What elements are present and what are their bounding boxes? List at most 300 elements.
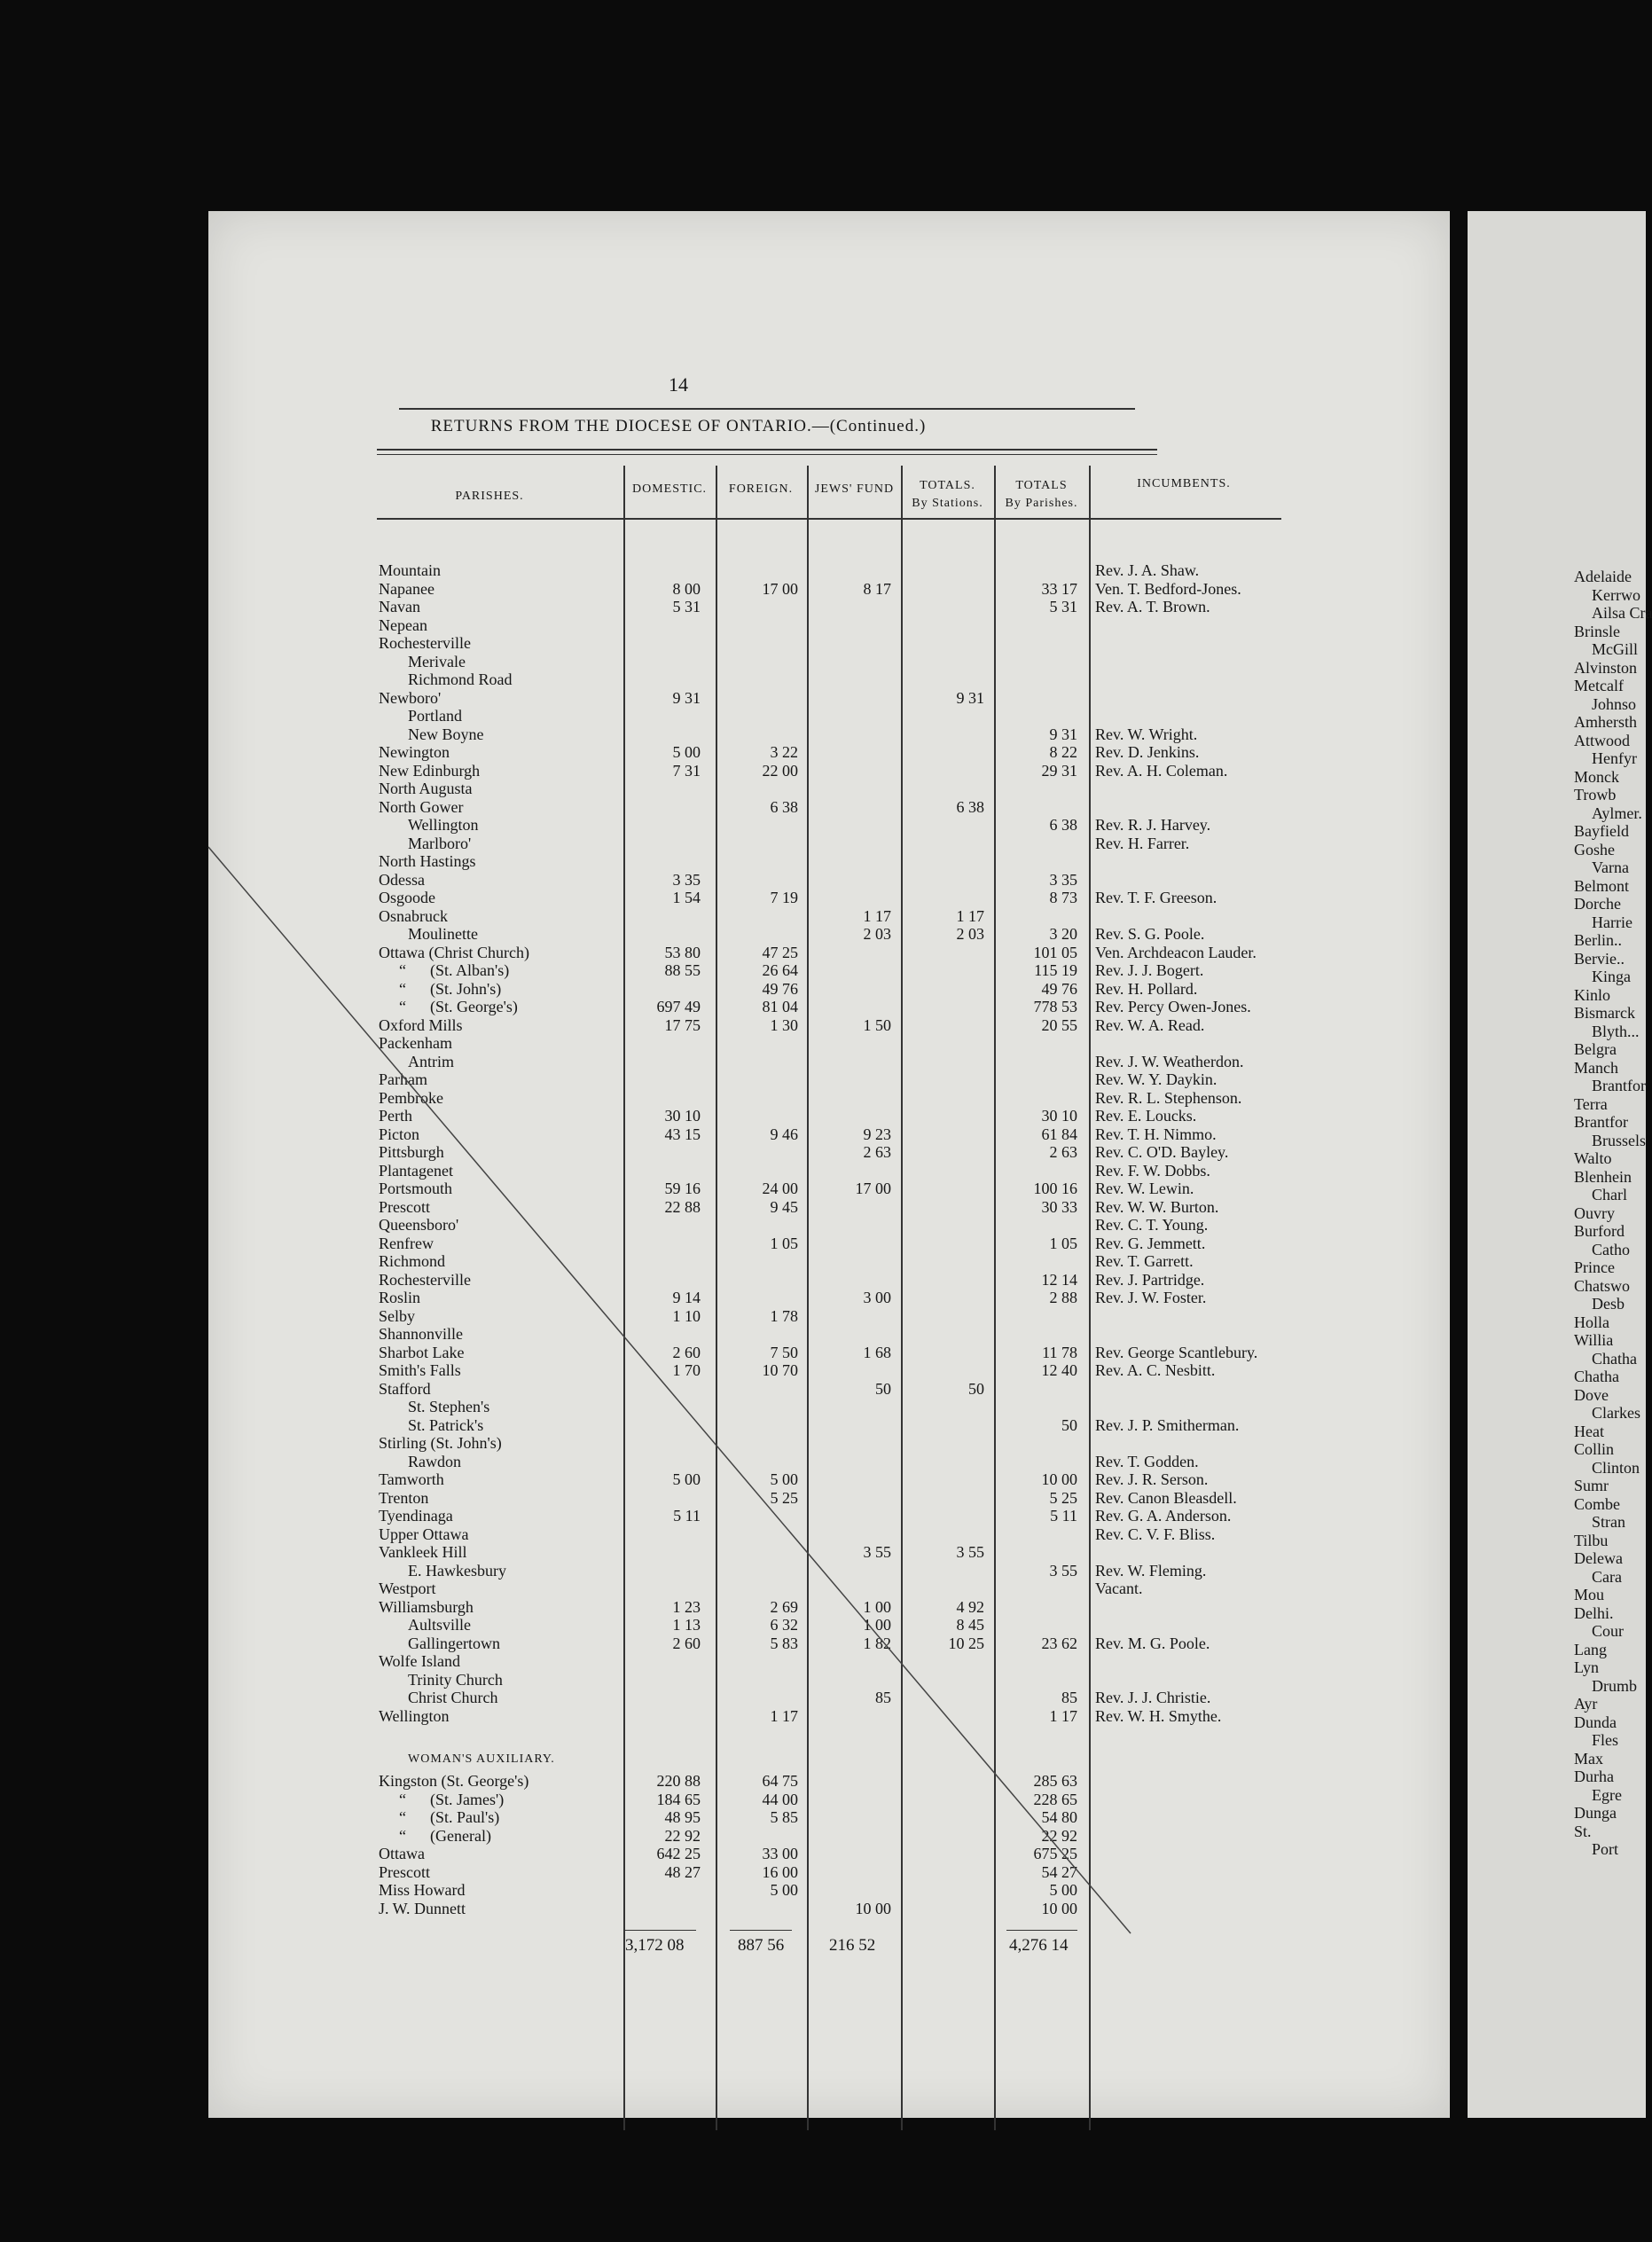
foreign-value: 44 00 [762, 1790, 798, 1808]
foreign-value: 17 00 [762, 579, 798, 598]
parish-name: Gallingertown [408, 1634, 500, 1652]
adjacent-page-text: Brantfor [1592, 1077, 1646, 1094]
adjacent-page-text: Ouvry [1574, 1203, 1615, 1222]
total-foreign: 887 56 [738, 1936, 785, 1955]
totals-by-parishes-value: 8 22 [1049, 743, 1077, 761]
adjacent-page-text: Dorche [1574, 895, 1621, 913]
domestic-value: 43 15 [664, 1125, 701, 1143]
foreign-value: 81 04 [762, 998, 798, 1015]
foreign-value: 10 70 [762, 1361, 798, 1379]
parish-name: Navan [379, 598, 420, 615]
domestic-value: 30 10 [664, 1107, 701, 1125]
parish-name: Rawdon [408, 1452, 461, 1470]
adjacent-page-text: Ayr [1574, 1695, 1598, 1713]
foreign-value: 7 19 [770, 889, 798, 906]
parish-name: Vankleek Hill [379, 1543, 467, 1561]
adjacent-page-text: Ailsa Cra [1592, 604, 1652, 622]
totals-by-parishes-value: 3 55 [1049, 1561, 1077, 1580]
domestic-value: 8 00 [672, 579, 701, 598]
totals-by-parishes-value: 5 11 [1050, 1507, 1077, 1525]
incumbent-name: Rev. C. V. F. Bliss. [1095, 1525, 1216, 1543]
adjacent-page-text: Chatha [1592, 1349, 1637, 1368]
incumbent-name: Rev. Percy Owen-Jones. [1095, 998, 1251, 1015]
totals-by-parishes-value: 61 84 [1041, 1125, 1077, 1143]
domestic-value: 1 10 [672, 1306, 701, 1325]
domestic-value: 22 92 [664, 1826, 701, 1845]
foreign-value: 5 83 [770, 1634, 798, 1652]
parish-name: Antrim [408, 1052, 454, 1070]
incumbent-name: Rev. W. Wright. [1095, 725, 1198, 743]
totals-by-stations-value: 4 92 [956, 1597, 984, 1616]
incumbent-name: Rev. J. J. Christie. [1095, 1689, 1211, 1706]
parish-name: North Augusta [379, 780, 473, 797]
domestic-value: 3 35 [672, 870, 701, 889]
totals-by-parishes-value: 49 76 [1041, 979, 1077, 998]
totals-by-parishes-value: 12 14 [1041, 1270, 1077, 1289]
domestic-value: 697 49 [656, 998, 701, 1015]
domestic-value: 53 80 [664, 943, 701, 961]
domestic-value: 2 60 [672, 1634, 701, 1652]
incumbent-name: Rev. R. L. Stephenson. [1095, 1088, 1242, 1107]
domestic-value: 22 88 [664, 1197, 701, 1216]
jews-fund-value: 2 03 [863, 925, 891, 943]
totals-by-parishes-value: 285 63 [1033, 1772, 1077, 1790]
parish-name: Wolfe Island [379, 1652, 461, 1670]
parish-name: New Edinburgh [379, 761, 481, 780]
incumbent-name: Ven. T. Bedford-Jones. [1095, 579, 1241, 598]
jews-fund-value: 1 00 [863, 1597, 891, 1616]
parish-name: Prescott [379, 1862, 430, 1881]
jews-fund-value: 1 00 [863, 1616, 891, 1634]
parish-name: Tamworth [379, 1470, 444, 1488]
parish-name: “ (St. John's) [399, 979, 502, 998]
totals-by-parishes-value: 50 [1061, 1415, 1077, 1434]
jews-fund-value: 9 23 [863, 1125, 891, 1143]
incumbent-name: Rev. T. H. Nimmo. [1095, 1125, 1217, 1143]
totals-by-parishes-value: 54 80 [1041, 1808, 1077, 1826]
foreign-value: 49 76 [762, 979, 798, 998]
parish-name: Pembroke [379, 1088, 443, 1107]
domestic-value: 5 00 [672, 1470, 701, 1488]
parish-name: Osnabruck [379, 906, 448, 925]
parish-name: J. W. Dunnett [379, 1899, 466, 1917]
jews-fund-value: 3 00 [863, 1289, 891, 1306]
totals-by-parishes-value: 22 92 [1041, 1826, 1077, 1845]
totals-by-parishes-value: 6 38 [1049, 816, 1077, 834]
adjacent-page-text: Sumr [1574, 1477, 1609, 1494]
parish-name: Trinity Church [408, 1670, 503, 1689]
foreign-value: 9 45 [770, 1197, 798, 1216]
incumbent-name: Rev. W. Lewin. [1095, 1180, 1194, 1197]
totals-by-parishes-value: 8 73 [1049, 889, 1077, 906]
domestic-value: 1 23 [672, 1597, 701, 1616]
header-totals-stations-line1: TOTALS. [920, 479, 975, 492]
foreign-value: 16 00 [762, 1862, 798, 1881]
parish-name: Roslin [379, 1289, 421, 1306]
adjacent-page-text: Bismarck [1574, 1004, 1635, 1022]
incumbent-name: Rev. A. H. Coleman. [1095, 761, 1228, 780]
adjacent-page-text: Aylmer. [1592, 804, 1642, 822]
parish-name: New Boyne [408, 725, 484, 743]
incumbent-name: Rev. E. Loucks. [1095, 1107, 1197, 1125]
parish-name: Marlboro' [408, 834, 472, 852]
adjacent-page-text: McGill [1592, 640, 1638, 658]
adjacent-page-text: Brussels [1592, 1131, 1647, 1149]
adjacent-page-text: Metcalf [1574, 677, 1624, 694]
diagonal-stroke [208, 847, 1131, 1933]
foreign-value: 22 00 [762, 761, 798, 780]
adjacent-page-text: Blenhein [1574, 1167, 1632, 1186]
adjacent-page-text: Catho [1592, 1240, 1630, 1258]
incumbent-name: Rev. T. Garrett. [1095, 1252, 1194, 1270]
totals-by-parishes-value: 20 55 [1041, 1015, 1077, 1034]
parish-name: Tyendinaga [379, 1507, 453, 1525]
parish-name: Portland [408, 707, 462, 725]
header-totals-parishes-line2: By Parishes. [1005, 497, 1078, 510]
totals-by-parishes-value: 29 31 [1041, 761, 1077, 780]
parish-name: Ottawa (Christ Church) [379, 943, 529, 961]
totals-by-parishes-value: 12 40 [1041, 1361, 1077, 1379]
header-incumbents: INCUMBENTS. [1137, 477, 1231, 490]
parish-name: “ (St. George's) [399, 998, 518, 1015]
totals-by-parishes-value: 675 25 [1033, 1845, 1077, 1862]
foreign-value: 5 85 [770, 1808, 798, 1826]
adjacent-page-text: Goshe [1574, 840, 1615, 858]
parish-name: Aultsville [408, 1616, 471, 1634]
incumbent-name: Rev. W. H. Smythe. [1095, 1706, 1222, 1725]
totals-by-stations-value: 1 17 [956, 906, 984, 925]
jews-fund-value: 1 50 [863, 1015, 891, 1034]
totals-by-stations-value: 6 38 [956, 797, 984, 816]
parish-name: St. Stephen's [408, 1398, 490, 1415]
parish-name: Picton [379, 1125, 420, 1143]
adjacent-page-text: Trowb [1574, 786, 1617, 804]
adjacent-page-text: Delhi. [1574, 1603, 1614, 1622]
totals-by-stations-value: 3 55 [956, 1543, 984, 1561]
totals-by-parishes-value: 5 25 [1049, 1488, 1077, 1507]
totals-by-parishes-value: 30 33 [1041, 1197, 1077, 1216]
jews-fund-value: 85 [875, 1689, 891, 1706]
incumbent-name: Rev. George Scantlebury. [1095, 1343, 1258, 1361]
adjacent-page-text: Lang [1574, 1640, 1607, 1658]
incumbent-name: Rev. G. Jemmett. [1095, 1234, 1206, 1252]
total-domestic: 3,172 08 [625, 1936, 685, 1955]
adjacent-page-text: Holla [1574, 1313, 1609, 1331]
foreign-value: 1 17 [770, 1706, 798, 1725]
foreign-value: 5 25 [770, 1488, 798, 1507]
adjacent-page-text: Dove [1574, 1385, 1609, 1404]
header-parishes: PARISHES. [455, 490, 524, 503]
incumbent-name: Rev. J. A. Shaw. [1095, 561, 1200, 579]
totals-by-parishes-value: 2 88 [1049, 1289, 1077, 1306]
parish-name: Rochesterville [379, 634, 471, 652]
parish-name: Queensboro' [379, 1216, 459, 1234]
totals-by-parishes-value: 11 78 [1042, 1343, 1077, 1361]
foreign-value: 24 00 [762, 1180, 798, 1197]
incumbent-name: Rev. M. G. Poole. [1095, 1634, 1210, 1652]
jews-fund-value: 8 17 [863, 579, 891, 598]
totals-by-parishes-value: 33 17 [1041, 579, 1077, 598]
adjacent-page-text: Max [1574, 1749, 1603, 1768]
jews-fund-value: 17 00 [855, 1180, 891, 1197]
foreign-value: 1 78 [770, 1306, 798, 1325]
incumbent-name: Rev. J. Partridge. [1095, 1270, 1205, 1289]
adjacent-page-text: Kinlo [1574, 985, 1611, 1004]
totals-by-parishes-value: 5 31 [1049, 598, 1077, 615]
parish-name: North Gower [379, 797, 464, 816]
domestic-value: 184 65 [656, 1790, 701, 1808]
domestic-value: 2 60 [672, 1343, 701, 1361]
incumbent-name: Rev. Canon Bleasdell. [1095, 1488, 1237, 1507]
totals-by-parishes-value: 101 05 [1033, 943, 1077, 961]
incumbent-name: Rev. H. Farrer. [1095, 834, 1190, 852]
parish-name: Nepean [379, 615, 427, 634]
incumbent-name: Rev. J. W. Weatherdon. [1095, 1052, 1244, 1070]
domestic-value: 7 31 [672, 761, 701, 780]
incumbent-name: Rev. C. O'D. Bayley. [1095, 1143, 1229, 1161]
adjacent-page-text: Belgra [1574, 1040, 1617, 1058]
foreign-value: 1 05 [770, 1234, 798, 1252]
incumbent-name: Rev. W. A. Read. [1095, 1015, 1205, 1034]
womans-auxiliary-heading: WOMAN'S AUXILIARY. [408, 1752, 555, 1766]
totals-by-parishes-value: 3 35 [1049, 870, 1077, 889]
parish-name: Prescott [379, 1197, 430, 1216]
incumbent-name: Rev. J. P. Smitherman. [1095, 1415, 1240, 1434]
foreign-value: 26 64 [762, 961, 798, 979]
foreign-value: 9 46 [770, 1125, 798, 1143]
incumbent-name: Rev. T. Godden. [1095, 1452, 1199, 1470]
adjacent-page-text: Willia [1574, 1331, 1614, 1349]
totals-by-stations-value: 2 03 [956, 925, 984, 943]
parish-name: Christ Church [408, 1689, 498, 1706]
parish-name: Packenham [379, 1034, 452, 1052]
adjacent-page-text: Walto [1574, 1149, 1612, 1167]
header-jews-fund: JEWS' FUND [814, 482, 895, 496]
jews-fund-value: 1 82 [863, 1634, 891, 1652]
adjacent-page-text: Desb [1592, 1295, 1625, 1313]
parish-name: Napanee [379, 579, 435, 598]
adjacent-page-text: Clarkes [1592, 1404, 1640, 1422]
parish-name: Wellington [408, 816, 479, 834]
foreign-value: 5 00 [770, 1881, 798, 1899]
totals-by-stations-value: 10 25 [948, 1634, 984, 1652]
domestic-value: 220 88 [656, 1772, 701, 1790]
adjacent-page-text: Brantfor [1574, 1113, 1628, 1131]
parish-name: North Hastings [379, 852, 476, 870]
total-by-parishes: 4,276 14 [1009, 1936, 1069, 1955]
foreign-value: 47 25 [762, 943, 798, 961]
header-domestic: DOMESTIC. [631, 482, 708, 496]
totals-by-parishes-value: 23 62 [1041, 1634, 1077, 1652]
incumbent-name: Rev. J. J. Bogert. [1095, 961, 1204, 979]
domestic-value: 9 31 [672, 688, 701, 707]
adjacent-page-text: Dunda [1574, 1713, 1617, 1731]
parish-name: Parham [379, 1070, 427, 1088]
totals-by-parishes-value: 10 00 [1041, 1899, 1077, 1917]
parish-name: Wellington [379, 1706, 450, 1725]
domestic-value: 59 16 [664, 1180, 701, 1197]
incumbent-name: Rev. G. A. Anderson. [1095, 1507, 1232, 1525]
adjacent-page-text: Fles [1592, 1731, 1619, 1749]
jews-fund-value: 3 55 [863, 1543, 891, 1561]
adjacent-page-text: Collin [1574, 1440, 1615, 1458]
jews-fund-value: 1 68 [863, 1343, 891, 1361]
adjacent-page-text: Belmont [1574, 876, 1629, 895]
totals-by-stations-value: 8 45 [956, 1616, 984, 1634]
domestic-value: 1 70 [672, 1361, 701, 1379]
adjacent-page-text: Chatha [1574, 1368, 1619, 1385]
total-jews-fund: 216 52 [829, 1936, 876, 1955]
parish-name: Rochesterville [379, 1270, 471, 1289]
adjacent-page-text: Lyn [1574, 1658, 1600, 1676]
incumbent-name: Rev. A. T. Brown. [1095, 598, 1210, 615]
incumbent-name: Rev. W. Y. Daykin. [1095, 1070, 1217, 1088]
incumbent-name: Rev. D. Jenkins. [1095, 743, 1200, 761]
parish-name: Sharbot Lake [379, 1343, 465, 1361]
header-totals-stations-line2: By Stations. [912, 497, 983, 510]
incumbent-name: Rev. R. J. Harvey. [1095, 816, 1211, 834]
page-number: 14 [669, 373, 688, 396]
jews-fund-value: 10 00 [855, 1899, 891, 1917]
domestic-value: 1 13 [672, 1616, 701, 1634]
parish-name: Miss Howard [379, 1881, 466, 1899]
domestic-value: 48 27 [664, 1862, 701, 1881]
parish-name: Stirling (St. John's) [379, 1434, 502, 1452]
parish-name: Upper Ottawa [379, 1525, 469, 1543]
incumbent-name: Rev. H. Pollard. [1095, 979, 1198, 998]
parish-name: Moulinette [408, 925, 478, 943]
incumbent-name: Rev. A. C. Nesbitt. [1095, 1361, 1216, 1379]
adjacent-page-text: Cour [1592, 1622, 1624, 1640]
foreign-value: 3 22 [770, 743, 798, 761]
totals-by-parishes-value: 1 17 [1049, 1706, 1077, 1725]
foreign-value: 1 30 [770, 1015, 798, 1034]
page-title: RETURNS FROM THE DIOCESE OF ONTARIO.—(Continued.) [430, 417, 927, 435]
header-foreign: FOREIGN. [728, 482, 794, 496]
foreign-value: 7 50 [770, 1343, 798, 1361]
adjacent-page-text: Bervie.. [1574, 949, 1625, 968]
adjacent-page-text: Dunga [1574, 1804, 1617, 1822]
parish-name: “ (St. Paul's) [399, 1808, 500, 1826]
adjacent-page-text: Mou [1574, 1586, 1605, 1603]
incumbent-name: Rev. J. R. Serson. [1095, 1470, 1209, 1488]
adjacent-page-text: Harrie [1592, 913, 1632, 931]
totals-by-parishes-value: 100 16 [1033, 1180, 1077, 1197]
parish-name: St. Patrick's [408, 1415, 484, 1434]
incumbent-name: Rev. W. W. Burton. [1095, 1197, 1219, 1216]
parish-name: Williamsburgh [379, 1597, 474, 1616]
foreign-value: 2 69 [770, 1597, 798, 1616]
parish-name: Portsmouth [379, 1180, 453, 1197]
domestic-value: 5 00 [672, 743, 701, 761]
parish-name: Newboro' [379, 688, 442, 707]
adjacent-page-text: Monck [1574, 767, 1619, 786]
domestic-value: 9 14 [672, 1289, 701, 1306]
parish-name: Mountain [379, 561, 441, 579]
incumbent-name: Rev. F. W. Dobbs. [1095, 1161, 1210, 1180]
parish-name: E. Hawkesbury [408, 1561, 506, 1580]
jews-fund-value: 2 63 [863, 1143, 891, 1161]
header-totals-parishes-line1: TOTALS [1015, 479, 1068, 492]
adjacent-page-text: Combe [1574, 1494, 1620, 1513]
parish-name: “ (St. Alban's) [399, 961, 510, 979]
incumbent-name: Vacant. [1095, 1580, 1143, 1597]
adjacent-page-text: Durha [1574, 1768, 1614, 1785]
adjacent-page-text: Berlin.. [1574, 931, 1622, 949]
parish-name: Kingston (St. George's) [379, 1772, 529, 1790]
parish-name: Richmond Road [408, 670, 513, 688]
adjacent-page-text: Burford [1574, 1222, 1625, 1240]
totals-by-parishes-value: 778 53 [1033, 998, 1077, 1015]
adjacent-page-text: Clinton [1592, 1458, 1640, 1477]
totals-by-stations-value: 9 31 [956, 688, 984, 707]
adjacent-page-text: Manch [1574, 1058, 1618, 1077]
incumbent-name: Rev. C. T. Young. [1095, 1216, 1209, 1234]
adjacent-page-text: Kerrwo [1592, 585, 1640, 604]
domestic-value: 17 75 [664, 1015, 701, 1034]
adjacent-page-text: Johnso [1592, 694, 1637, 713]
totals-by-parishes-value: 54 27 [1041, 1862, 1077, 1881]
totals-by-parishes-value: 10 00 [1041, 1470, 1077, 1488]
totals-by-parishes-value: 115 19 [1034, 961, 1077, 979]
adjacent-page-text: Tilbu [1574, 1531, 1609, 1549]
parish-name: Westport [379, 1580, 436, 1597]
parish-name: Renfrew [379, 1234, 434, 1252]
adjacent-page-text: Stran [1592, 1513, 1625, 1531]
foreign-value: 33 00 [762, 1845, 798, 1862]
incumbent-name: Rev. S. G. Poole. [1095, 925, 1205, 943]
parish-name: Stafford [379, 1379, 431, 1398]
parish-name: Oxford Mills [379, 1015, 463, 1034]
totals-by-parishes-value: 30 10 [1041, 1107, 1077, 1125]
parish-name: Perth [379, 1107, 412, 1125]
parish-name: Plantagenet [379, 1161, 453, 1180]
domestic-value: 88 55 [664, 961, 701, 979]
adjacent-page-text: Bayfield [1574, 822, 1629, 840]
totals-by-parishes-value: 1 05 [1049, 1234, 1077, 1252]
totals-by-parishes-value: 5 00 [1049, 1881, 1077, 1899]
adjacent-page-text: Terra [1574, 1094, 1608, 1113]
adjacent-page-text: Heat [1574, 1422, 1604, 1440]
totals-by-parishes-value: 228 65 [1033, 1790, 1077, 1808]
jews-fund-value: 50 [875, 1379, 891, 1398]
adjacent-page-text: Delewa [1574, 1549, 1623, 1567]
foreign-value: 5 00 [770, 1470, 798, 1488]
parish-name: Trenton [379, 1488, 429, 1507]
adjacent-page-text: St. [1574, 1822, 1592, 1840]
adjacent-page-text: Egre [1592, 1785, 1622, 1804]
parish-name: Richmond [379, 1252, 445, 1270]
adjacent-page-text: Varna [1592, 858, 1629, 876]
incumbent-name: Rev. J. W. Foster. [1095, 1289, 1207, 1306]
totals-by-parishes-value: 9 31 [1049, 725, 1077, 743]
foreign-value: 6 38 [770, 797, 798, 816]
parish-name: Shannonville [379, 1325, 463, 1343]
foreign-value: 6 32 [770, 1616, 798, 1634]
adjacent-page-text: Cara [1592, 1567, 1622, 1586]
adjacent-page-text: Drumb [1592, 1676, 1637, 1695]
domestic-value: 5 31 [672, 598, 701, 615]
parish-name: Odessa [379, 870, 425, 889]
parish-name: Pittsburgh [379, 1143, 444, 1161]
parish-name: “ (St. James') [399, 1790, 505, 1808]
parish-name: Smith's Falls [379, 1361, 461, 1379]
parish-name: Selby [379, 1306, 416, 1325]
domestic-value: 642 25 [656, 1845, 701, 1862]
totals-by-parishes-value: 85 [1061, 1689, 1077, 1706]
adjacent-page-text: Brinsle [1574, 622, 1620, 640]
adjacent-page-text: Port [1592, 1840, 1619, 1858]
